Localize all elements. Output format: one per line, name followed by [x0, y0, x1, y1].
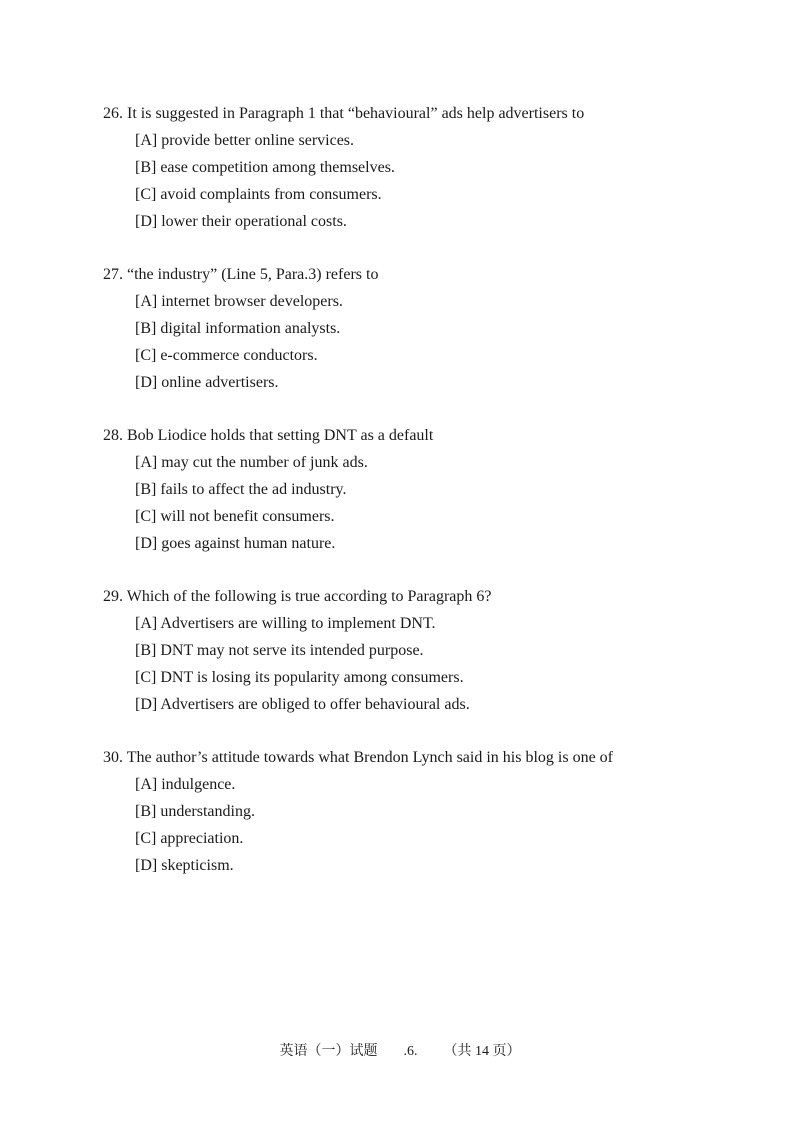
option-b: [B] DNT may not serve its intended purpose.: [135, 642, 424, 659]
option-c: [C] will not benefit consumers.: [135, 508, 335, 525]
option-d: [D] online advertisers.: [135, 374, 279, 391]
option-b: [B] fails to affect the ad industry.: [135, 481, 347, 498]
option-d: [D] Advertisers are obliged to offer behavioural ads.: [135, 696, 470, 713]
question-stem: 29. Which of the following is true according to Paragraph 6?: [103, 588, 492, 605]
question-stem: 26. It is suggested in Paragraph 1 that “behavioural” ads help advertisers to: [103, 105, 585, 122]
option-a: [A] internet browser developers.: [135, 293, 343, 310]
option-list: [103, 449, 743, 557]
option-a: [A] may cut the number of junk ads.: [135, 454, 368, 471]
option-list: [103, 610, 743, 718]
question-stem: 27. “the industry” (Line 5, Para.3) refers to: [103, 266, 379, 283]
option-c: [C] DNT is losing its popularity among consumers.: [135, 669, 464, 686]
option-a: [A] indulgence.: [135, 776, 236, 793]
option-c: [C] appreciation.: [135, 830, 244, 847]
option-d: [D] lower their operational costs.: [135, 213, 347, 230]
option-b: [B] ease competition among themselves.: [135, 159, 395, 176]
question-30: [103, 744, 743, 879]
question-29: [103, 583, 743, 718]
page-footer: [0, 1042, 800, 1062]
option-b: [B] understanding.: [135, 803, 255, 820]
option-list: [103, 771, 743, 879]
option-d: [D] skepticism.: [135, 857, 234, 874]
option-a: [A] provide better online services.: [135, 132, 355, 149]
option-list: [103, 288, 743, 396]
footer-total-pages: （共 14 页）: [443, 1044, 521, 1059]
question-27: [103, 261, 743, 396]
question-26: [103, 100, 743, 235]
footer-page-number: .6.: [403, 1044, 418, 1059]
question-list: [103, 100, 743, 905]
option-c: [C] avoid complaints from consumers.: [135, 186, 382, 203]
question-stem: 30. The author’s attitude towards what Brendon Lynch said in his blog is one of: [103, 749, 613, 766]
option-b: [B] digital information analysts.: [135, 320, 341, 337]
option-a: [A] Advertisers are willing to implement DNT.: [135, 615, 436, 632]
option-list: [103, 127, 743, 235]
option-c: [C] e-commerce conductors.: [135, 347, 318, 364]
question-stem: 28. Bob Liodice holds that setting DNT as a default: [103, 427, 434, 444]
question-28: [103, 422, 743, 557]
option-d: [D] goes against human nature.: [135, 535, 336, 552]
footer-subject: 英语（一）试题: [279, 1044, 378, 1059]
